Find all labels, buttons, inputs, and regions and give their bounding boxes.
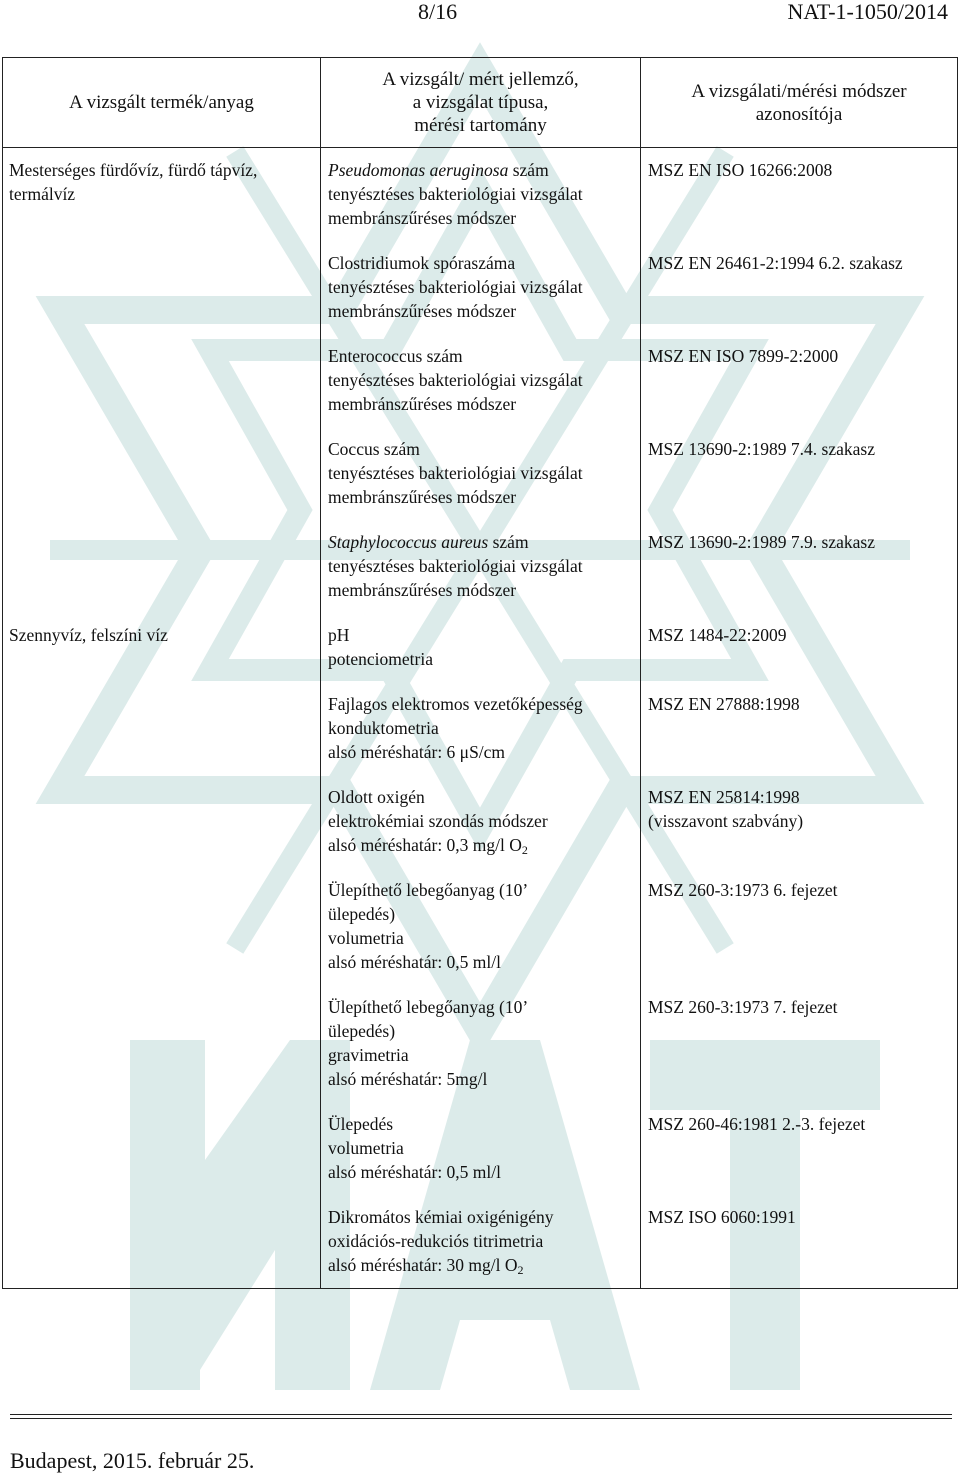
method-cell	[641, 985, 958, 1102]
property-cell	[321, 427, 641, 520]
product-cell	[3, 427, 321, 520]
product-cell	[3, 241, 321, 334]
table-row	[3, 148, 958, 242]
property-text: Ülepíthető lebegőanyag (10’	[328, 880, 529, 900]
table-row	[3, 613, 958, 682]
product-line: Mesterséges fürdővíz, fürdő tápvíz,	[9, 160, 258, 180]
method-cell	[641, 868, 958, 985]
table-row	[3, 241, 958, 334]
method-line: MSZ 260-3:1973 7. fejezet	[648, 997, 838, 1017]
method-line: MSZ EN ISO 7899-2:2000	[648, 346, 839, 366]
method-line: MSZ EN 27888:1998	[648, 694, 800, 714]
property-text: tenyésztéses bakteriológiai vizsgálat	[328, 184, 583, 204]
property-line	[328, 878, 634, 902]
product-cell	[3, 334, 321, 427]
property-text: Fajlagos elektromos vezetőképesség	[328, 694, 583, 714]
footer-rule	[10, 1414, 952, 1415]
organism-name: Pseudomonas aeruginosa	[328, 160, 509, 180]
property-line	[328, 275, 634, 299]
property-text: tenyésztéses bakteriológiai vizsgálat	[328, 556, 583, 576]
table-row	[3, 520, 958, 613]
property-cell	[321, 148, 641, 242]
method-line: MSZ ISO 6060:1991	[648, 1207, 796, 1227]
property-line	[328, 368, 634, 392]
property-line	[328, 206, 634, 230]
table-header-row	[3, 58, 958, 148]
property-text: Clostridiumok spóraszáma	[328, 253, 516, 273]
header-line: A vizsgálati/mérési módszer	[691, 80, 907, 102]
accreditation-table	[2, 57, 958, 1289]
method-cell	[641, 520, 958, 613]
property-line	[328, 299, 634, 323]
property-text: potenciometria	[328, 649, 433, 669]
method-cell	[641, 148, 958, 242]
method-cell	[641, 1195, 958, 1289]
property-text: ülepedés)	[328, 904, 396, 924]
property-text: alsó méréshatár: 0,3 mg/l O	[328, 835, 522, 855]
property-text: ülepedés)	[328, 1021, 396, 1041]
property-text: pH	[328, 625, 350, 645]
method-line: MSZ 260-3:1973 6. fejezet	[648, 880, 838, 900]
method-cell	[641, 334, 958, 427]
property-line	[328, 554, 634, 578]
method-line: MSZ 260-46:1981 2.-3. fejezet	[648, 1114, 866, 1134]
property-cell	[321, 613, 641, 682]
property-line	[328, 1205, 634, 1229]
column-header-property	[321, 58, 641, 148]
property-text: alsó méréshatár: 6 μS/cm	[328, 742, 506, 762]
property-text: alsó méréshatár: 0,5 ml/l	[328, 952, 502, 972]
property-line	[328, 392, 634, 416]
property-text: alsó méréshatár: 30 mg/l O	[328, 1255, 518, 1275]
product-cell	[3, 613, 321, 682]
product-cell	[3, 868, 321, 985]
page-header	[0, 0, 960, 40]
property-text: tenyésztéses bakteriológiai vizsgálat	[328, 463, 583, 483]
property-text: tenyésztéses bakteriológiai vizsgálat	[328, 370, 583, 390]
table-row	[3, 775, 958, 868]
product-cell	[3, 775, 321, 868]
property-line	[328, 1019, 634, 1043]
product-line: termálvíz	[9, 184, 76, 204]
table-row	[3, 985, 958, 1102]
property-text: Ülepíthető lebegőanyag (10’	[328, 997, 529, 1017]
property-cell	[321, 985, 641, 1102]
property-text: alsó méréshatár: 5mg/l	[328, 1069, 488, 1089]
property-cell	[321, 682, 641, 775]
method-cell	[641, 613, 958, 682]
property-line	[328, 950, 634, 974]
property-line	[328, 1112, 634, 1136]
property-cell	[321, 241, 641, 334]
property-cell	[321, 520, 641, 613]
method-cell	[641, 775, 958, 868]
property-line	[328, 902, 634, 926]
product-cell	[3, 682, 321, 775]
property-cell	[321, 775, 641, 868]
property-line	[328, 1067, 634, 1091]
subscript: 2	[521, 843, 528, 857]
property-line	[328, 623, 634, 647]
header-line: a vizsgálat típusa,	[412, 92, 549, 113]
table-row	[3, 334, 958, 427]
property-text: konduktometria	[328, 718, 439, 738]
property-text: membránszűréses módszer	[328, 394, 517, 414]
header-line: A vizsgált termék/anyag	[69, 92, 254, 113]
table-row	[3, 1195, 958, 1289]
property-line	[328, 158, 634, 182]
property-line	[328, 785, 634, 809]
property-line	[328, 995, 634, 1019]
product-line: Szennyvíz, felszíni víz	[9, 625, 168, 645]
product-cell	[3, 520, 321, 613]
property-suffix: szám	[508, 160, 549, 180]
property-text: oxidációs-redukciós titrimetria	[328, 1231, 544, 1251]
property-line	[328, 809, 634, 833]
property-text: Coccus szám	[328, 439, 420, 459]
property-line	[328, 1253, 634, 1277]
property-line	[328, 182, 634, 206]
property-line	[328, 1136, 634, 1160]
header-line: mérési tartomány	[414, 115, 547, 136]
table-row	[3, 682, 958, 775]
property-text: alsó méréshatár: 0,5 ml/l	[328, 1162, 502, 1182]
property-line	[328, 692, 634, 716]
property-line	[328, 833, 634, 857]
property-text: membránszűréses módszer	[328, 208, 517, 228]
property-cell	[321, 868, 641, 985]
property-line	[328, 437, 634, 461]
table-row	[3, 427, 958, 520]
subscript: 2	[517, 1263, 524, 1277]
column-header-method	[641, 58, 958, 148]
method-cell	[641, 427, 958, 520]
property-line	[328, 716, 634, 740]
property-line	[328, 485, 634, 509]
property-line	[328, 1160, 634, 1184]
property-cell	[321, 1102, 641, 1195]
property-line	[328, 1043, 634, 1067]
property-text: tenyésztéses bakteriológiai vizsgálat	[328, 277, 583, 297]
property-text: membránszűréses módszer	[328, 487, 517, 507]
property-line	[328, 647, 634, 671]
product-cell	[3, 1102, 321, 1195]
property-line	[328, 461, 634, 485]
table-row	[3, 868, 958, 985]
property-line	[328, 530, 634, 554]
property-text: volumetria	[328, 928, 404, 948]
property-line	[328, 578, 634, 602]
footer-rule	[10, 1418, 952, 1419]
method-line: MSZ 13690-2:1989 7.9. szakasz	[648, 532, 875, 552]
product-cell	[3, 1195, 321, 1289]
property-text: membránszűréses módszer	[328, 580, 517, 600]
property-text: membránszűréses módszer	[328, 301, 517, 321]
footer-place-date: Budapest, 2015. február 25.	[10, 1448, 255, 1473]
product-cell	[3, 985, 321, 1102]
property-text: Ülepedés	[328, 1114, 394, 1134]
table-row	[3, 1102, 958, 1195]
property-text: volumetria	[328, 1138, 404, 1158]
method-line: MSZ EN 26461-2:1994 6.2. szakasz	[648, 253, 903, 273]
column-header-product	[3, 58, 321, 148]
method-line: (visszavont szabvány)	[648, 811, 804, 831]
property-line	[328, 740, 634, 764]
property-cell	[321, 1195, 641, 1289]
method-cell	[641, 241, 958, 334]
property-line	[328, 251, 634, 275]
method-line: MSZ 13690-2:1989 7.4. szakasz	[648, 439, 875, 459]
property-line	[328, 1229, 634, 1253]
property-suffix: szám	[488, 532, 529, 552]
method-line: MSZ 1484-22:2009	[648, 625, 787, 645]
property-text: elektrokémiai szondás módszer	[328, 811, 548, 831]
page-number: 8/16	[418, 0, 458, 24]
method-cell	[641, 1102, 958, 1195]
property-cell	[321, 334, 641, 427]
header-line: A vizsgált/ mért jellemző,	[382, 69, 579, 90]
document-id: NAT-1-1050/2014	[787, 0, 948, 24]
property-line	[328, 344, 634, 368]
method-line: MSZ EN 25814:1998	[648, 787, 800, 807]
header-line: azonosítója	[755, 103, 843, 125]
property-text: Oldott oxigén	[328, 787, 425, 807]
property-line	[328, 926, 634, 950]
property-text: gravimetria	[328, 1045, 409, 1065]
product-cell	[3, 148, 321, 242]
method-cell	[641, 682, 958, 775]
method-line: MSZ EN ISO 16266:2008	[648, 160, 833, 180]
property-text: Dikromátos kémiai oxigénigény	[328, 1207, 554, 1227]
property-text: Enterococcus szám	[328, 346, 463, 366]
organism-name: Staphylococcus aureus	[328, 532, 489, 552]
